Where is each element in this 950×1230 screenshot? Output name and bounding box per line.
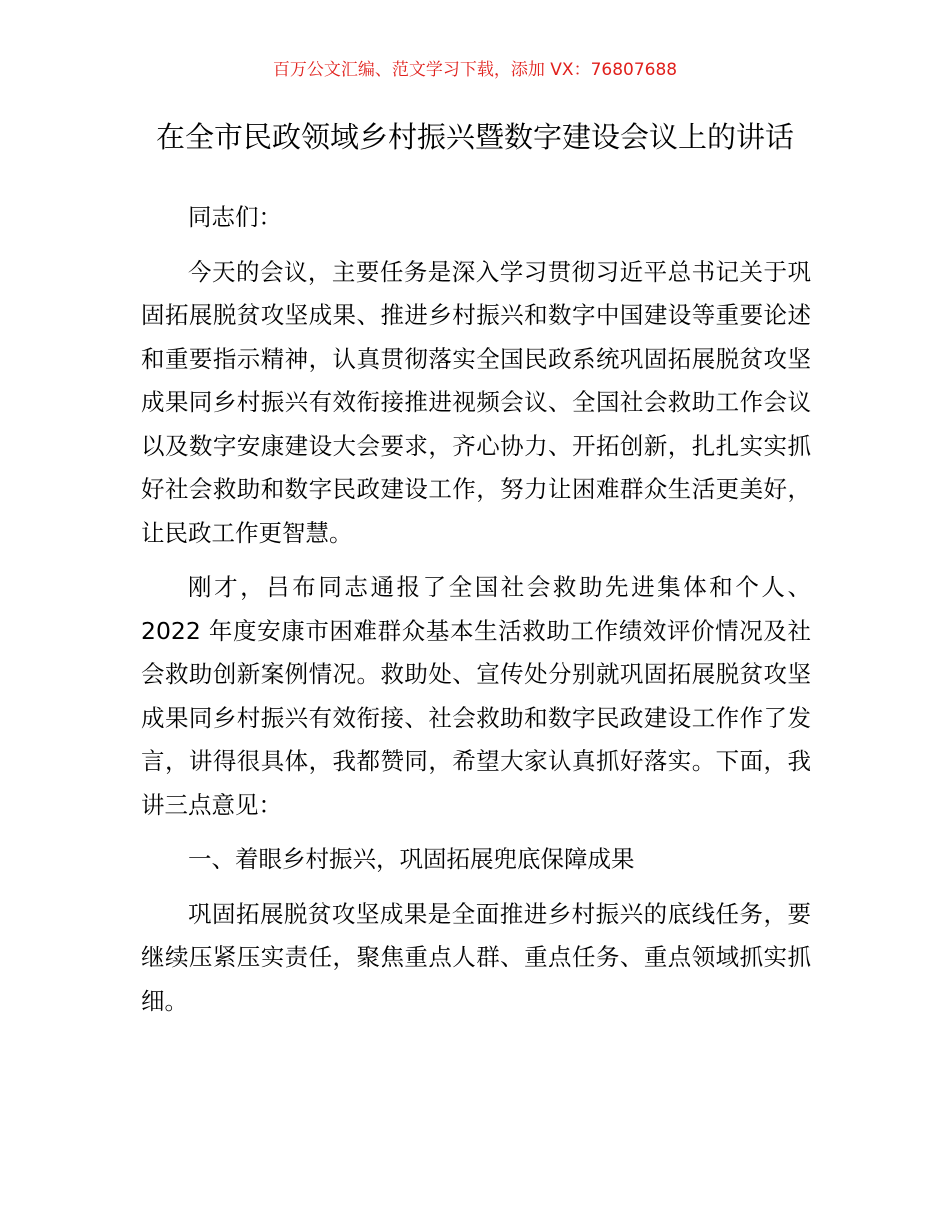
paragraph-2: 刚才，吕布同志通报了全国社会救助先进集体和个人、2022 年度安康市困难群众基本生活救助工作绩效评价情况及社会救助创新案例情况。救助处、宣传处分别就巩固拓展脱贫攻坚成果同乡村振兴有效衔接、社会救助和数字民政建设工作作了发言，讲得很具体，我都赞同，希望大家认真抓好落实。下面，我讲三点意见：: [141, 573, 811, 819]
document-title: 在全市民政领域乡村振兴暨数字建设会议上的讲话: [155, 120, 794, 154]
section-heading-1: 一、着眼乡村振兴，巩固拓展兜底保障成果: [188, 845, 635, 873]
header-note: 百万公文汇编、范文学习下载，添加 VX：76807688: [272, 60, 678, 80]
paragraph-3: 巩固拓展脱贫攻坚成果是全面推进乡村振兴的底线任务，要继续压紧压实责任，聚焦重点人群、重点任务、重点领域抓实抓细。: [141, 899, 811, 1015]
document-body: [141, 196, 811, 1034]
paragraph-1: 今天的会议，主要任务是深入学习贯彻习近平总书记关于巩固拓展脱贫攻坚成果、推进乡村振兴和数字中国建设等重要论述和重要指示精神，认真贯彻落实全国民政系统巩固拓展脱贫攻坚成果同乡村振兴有效衔接推进视频会议、全国社会救助工作会议以及数字安康建设大会要求，齐心协力、开拓创新，扎扎实实抓好社会救助和数字民政建设工作，努力让困难群众生活更美好，让民政工作更智慧。: [141, 257, 811, 547]
salutation: 同志们：: [188, 203, 282, 231]
